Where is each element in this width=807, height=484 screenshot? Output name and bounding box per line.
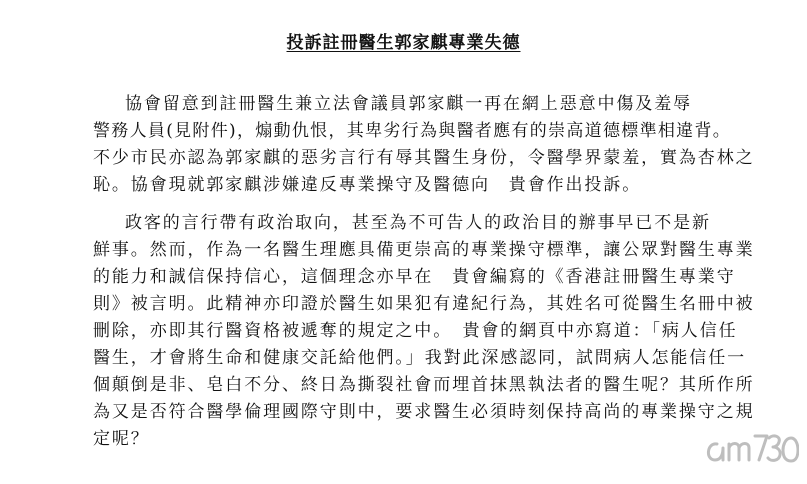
paragraph-2-line-3: 的能力和誠信保持信心，這個理念亦早在 貴會編寫的《香港註冊醫生專業守 (93, 267, 736, 287)
paragraph-2-line-1: 政客的言行帶有政治取向，甚至為不可告人的政治目的辦事早已不是新 (125, 213, 711, 233)
paragraph-2-line-4: 則》被言明。此精神亦印證於醫生如果犯有違紀行為，其姓名可從醫生名冊中被 (93, 294, 755, 314)
paragraph-2-line-7: 個顛倒是非、皂白不分、終日為撕裂社會而埋首抹黑執法者的醫生呢？其所作所 (93, 375, 755, 395)
paragraph-2-line-5: 刪除，亦即其行醫資格被遞奪的規定之中。 貴會的網頁中亦寫道：「病人信任 (93, 321, 738, 341)
paragraph-2-line-6: 醫生，才會將生命和健康交託給他們。」我對此深感認同，試問病人怎能信任一 (93, 348, 746, 368)
document-title-text: 投訴註冊醫生郭家麒專業失德 (286, 33, 521, 53)
am730-watermark-logo (703, 414, 799, 478)
paragraph-1-line-4: 恥。協會現就郭家麒涉嫌違反專業操守及醫德向 貴會作出投訴。 (93, 175, 642, 195)
paragraph-2-line-8: 為又是否符合醫學倫理國際守則中，要求醫生必須時刻保持高尚的專業操守之規 (93, 402, 755, 422)
paragraph-1-line-2: 警務人員(見附件)，煽動仇恨，其卑劣行為與醫者應有的崇高道德標準相違背。 (93, 121, 732, 141)
paragraph-2-line-9: 定呢？ (93, 429, 150, 449)
paragraph-2-line-2: 鮮事。然而，作為一名醫生理應具備更崇高的專業操守標準，讓公眾對醫生專業 (93, 240, 755, 260)
paragraph-1-line-3: 不少市民亦認為郭家麒的惡劣言行有辱其醫生身份，令醫學界蒙羞，實為杏林之 (93, 148, 755, 168)
document-title (0, 28, 807, 53)
paragraph-1-line-1: 協會留意到註冊醫生兼立法會議員郭家麒一再在網上惡意中傷及羞辱 (125, 94, 692, 114)
